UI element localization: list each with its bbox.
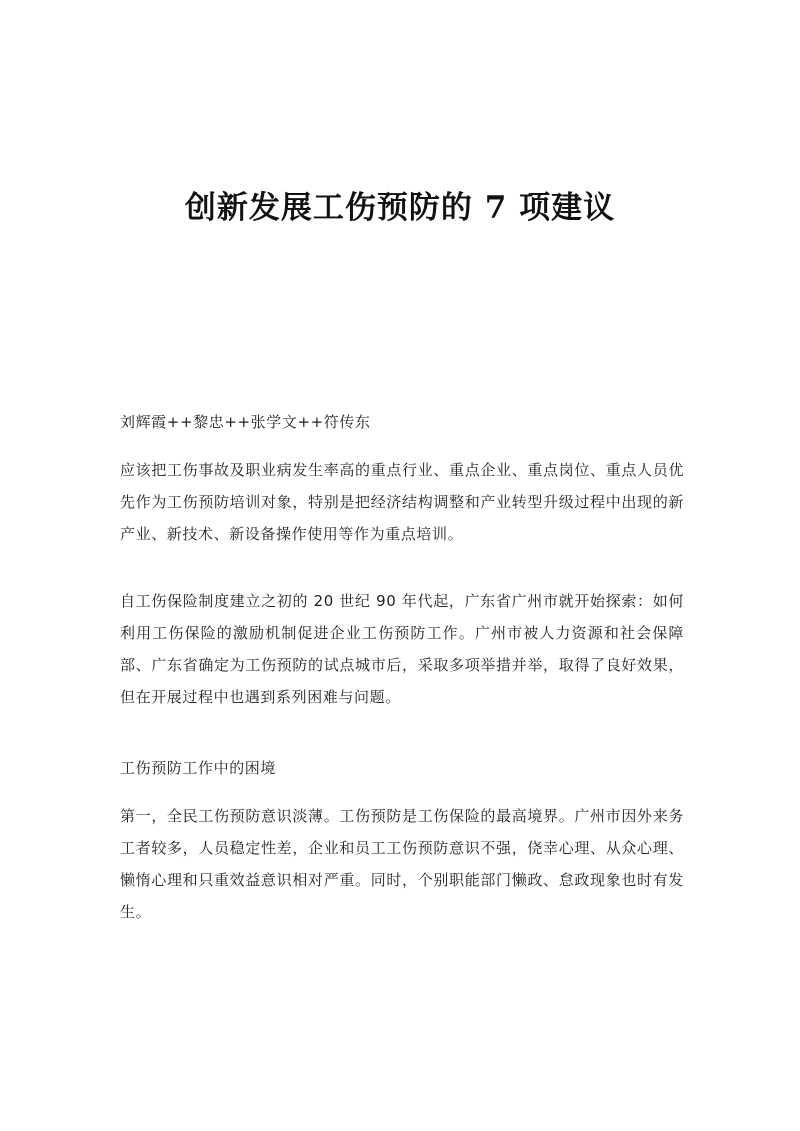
paragraph-3 bbox=[120, 800, 684, 928]
paragraph-text: 应该把工伤事故及职业病发生率高的重点行业、重点企业、重点岗位、重点人员优先作为工伤预防培训对象，特别是把经济结构调整和产业转型升级过程中出现的新产业、新技术、新设备操作使用等作为重点培训。 bbox=[120, 461, 684, 543]
paragraph-text: 自工伤保险制度建立之初的 20 世纪 90 年代起，广东省广州市就开始探索：如何利用工伤保险的激励机制促进企业工伤预防工作。广州市被人力资源和社会保障部、广东省确定为工伤预防的试点城市后，采取多项举措并举，取得了良好效果，但在开展过程中也遇到系列困难与问题。 bbox=[120, 592, 684, 706]
paragraph-1 bbox=[120, 454, 684, 550]
section-heading-text: 工伤预防工作中的困境 bbox=[120, 759, 277, 777]
paragraph-text: 第一，全民工伤预防意识淡薄。工伤预防是工伤保险的最高境界。广州市因外来务工者较多，人员稳定性差，企业和员工工伤预防意识不强，侥幸心理、从众心理、懒惰心理和只重效益意识相对严重。同时，个别职能部门懒政、怠政现象也时有发生。 bbox=[120, 807, 684, 921]
paragraph-2 bbox=[120, 585, 684, 713]
author-names: 刘辉霞++黎忠++张学文++符传东 bbox=[120, 413, 371, 431]
section-heading bbox=[120, 752, 684, 784]
author-line bbox=[120, 406, 684, 438]
document-title: 创新发展工伤预防的 7 项建议 bbox=[184, 190, 616, 226]
